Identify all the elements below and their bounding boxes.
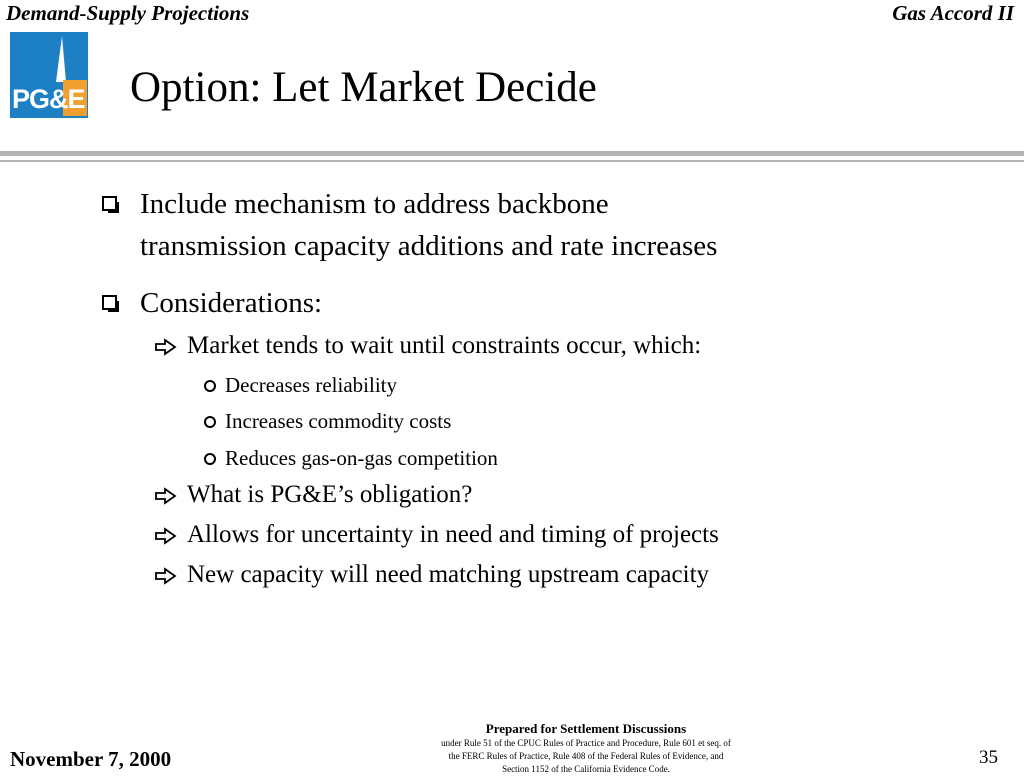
sub-bullet-text: What is PG&E’s obligation? — [187, 481, 473, 508]
sub-sub-bullet-text: Reduces gas-on-gas competition — [225, 446, 498, 470]
bullet-text: Include mechanism to address backbone — [140, 188, 609, 220]
slide-title: Option: Let Market Decide — [130, 64, 597, 111]
bullet-text: Considerations: — [140, 287, 323, 319]
arrow-bullet-icon — [154, 527, 178, 545]
square-bullet-icon — [102, 196, 119, 213]
disclaimer-title: Prepared for Settlement Discussions — [485, 721, 687, 736]
sub-bullet-text: Allows for uncertainty in need and timing of projects — [187, 521, 719, 548]
sub-bullet-text: New capacity will need matching upstream capacity — [187, 561, 710, 588]
disclaimer-line: under Rule 51 of the CPUC Rules of Practice and Procedure, Rule 601 et seq. of — [441, 738, 731, 748]
settlement-disclaimer — [400, 720, 772, 776]
disclaimer-line: Section 1152 of the California Evidence Code. — [502, 764, 670, 774]
sub-sub-bullet-text: Decreases reliability — [225, 373, 397, 397]
logo-text: PG&E — [12, 84, 85, 114]
sub-sub-bullet-text: Increases commodity costs — [225, 409, 452, 433]
header-right-text: Gas Accord II — [892, 1, 1014, 25]
disclaimer-line: the FERC Rules of Practice, Rule 408 of the Federal Rules of Evidence, and — [448, 751, 724, 761]
circle-bullet-icon — [204, 416, 216, 428]
page-number: 35 — [979, 747, 998, 768]
bullet-text: transmission capacity additions and rate increases — [140, 230, 718, 262]
arrow-bullet-icon — [154, 338, 178, 356]
arrow-bullet-icon — [154, 567, 178, 585]
sub-bullet-text: Market tends to wait until constraints occur, which: — [187, 332, 702, 359]
arrow-bullet-icon — [154, 487, 178, 505]
circle-bullet-icon — [204, 380, 216, 392]
footer-date: November 7, 2000 — [10, 747, 172, 771]
header-left-text: Demand-Supply Projections — [6, 1, 250, 25]
circle-bullet-icon — [204, 453, 216, 465]
square-bullet-icon — [102, 295, 119, 312]
